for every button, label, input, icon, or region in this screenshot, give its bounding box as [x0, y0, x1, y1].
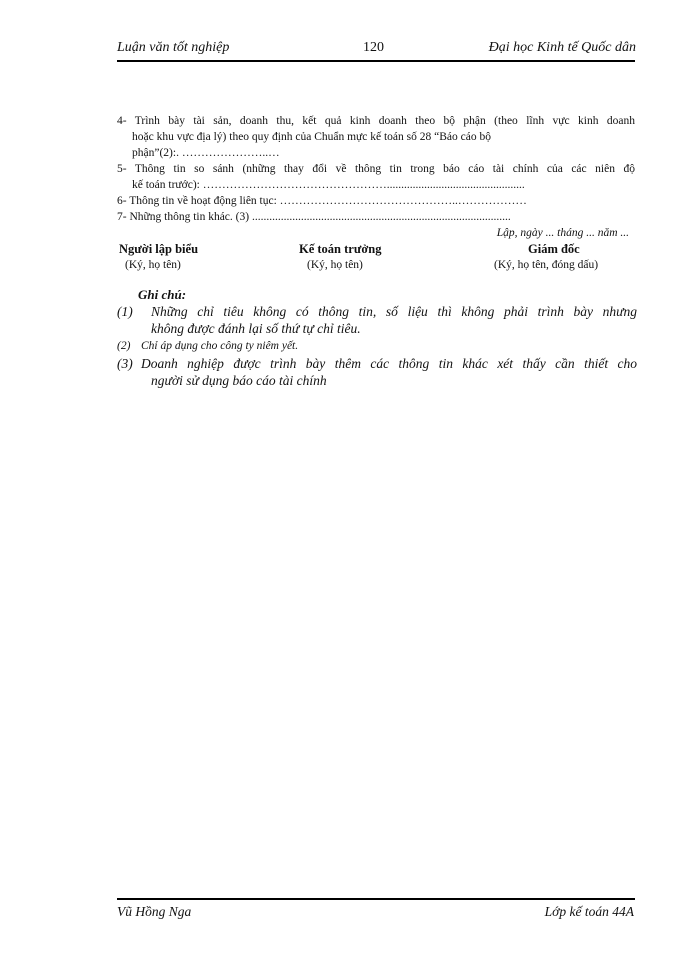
item-6: 6- Thông tin về hoạt động liên tục: ………………………………………..……………… [117, 195, 527, 207]
note-2-text: Chỉ áp dụng cho công ty niêm yết. [141, 340, 299, 352]
content-list [117, 113, 635, 273]
page-number: 120 [363, 40, 384, 55]
signature-titles [117, 241, 635, 257]
notes-section [117, 287, 637, 389]
item-4-line-3: phận”(2):. …………………..… [132, 147, 280, 159]
note-1-number: (1) [117, 304, 133, 319]
chief-accountant-title: Kế toán trưởng [299, 242, 382, 256]
note-3-number: (3) [117, 356, 133, 371]
header-divider [117, 60, 635, 62]
chief-accountant-sign-note: (Ký, họ tên) [307, 259, 363, 271]
note-3-line-1: Doanh nghiệp được trình bày thêm các thông tin khác xét thấy cần thiết cho [141, 356, 637, 371]
note-1 [117, 303, 637, 337]
preparer-sign-note: (Ký, họ tên) [125, 259, 181, 271]
header-title: Luận văn tốt nghiệp [117, 40, 230, 55]
signature-notes [117, 257, 635, 273]
note-2 [117, 339, 637, 354]
note-3 [117, 355, 637, 389]
footer-class: Lớp kế toán 44A [544, 904, 634, 919]
preparer-title: Người lập biểu [119, 242, 199, 256]
item-5-line-2: kế toán trước): …………………………………………................................................ [132, 179, 525, 191]
item-7: 7- Những thông tin khác. (3) .......................................................................................... [117, 211, 511, 223]
item-4-line-2: hoặc khu vực địa lý) theo quy định của Chuẩn mực kế toán số 28 “Báo cáo bộ [132, 131, 491, 143]
footer-author: Vũ Hồng Nga [117, 904, 192, 919]
header-university: Đại học Kinh tế Quốc dân [488, 40, 636, 55]
note-1-line-2: không được đánh lại số thứ tự chỉ tiêu. [151, 321, 361, 336]
note-2-number: (2) [117, 340, 131, 352]
item-4-line-1: 4- Trình bày tài sản, doanh thu, kết quả kinh doanh theo bộ phận (theo lĩnh vực kinh doanh [117, 115, 635, 127]
director-title: Giám đốc [528, 242, 580, 256]
item-5-line-1: 5- Thông tin so sánh (những thay đổi về thông tin trong báo cáo tài chính của các niên độ [117, 163, 635, 175]
date-line: Lập, ngày ... tháng ... năm ... [496, 227, 629, 239]
director-sign-note: (Ký, họ tên, đóng dấu) [494, 259, 599, 271]
notes-title: Ghi chú: [138, 287, 187, 302]
note-1-line-1: Những chỉ tiêu không có thông tin, số liệu thì không phải trình bày nhưng [151, 304, 637, 319]
note-3-line-2: người sử dụng báo cáo tài chính [151, 373, 327, 388]
footer-divider [117, 898, 635, 900]
